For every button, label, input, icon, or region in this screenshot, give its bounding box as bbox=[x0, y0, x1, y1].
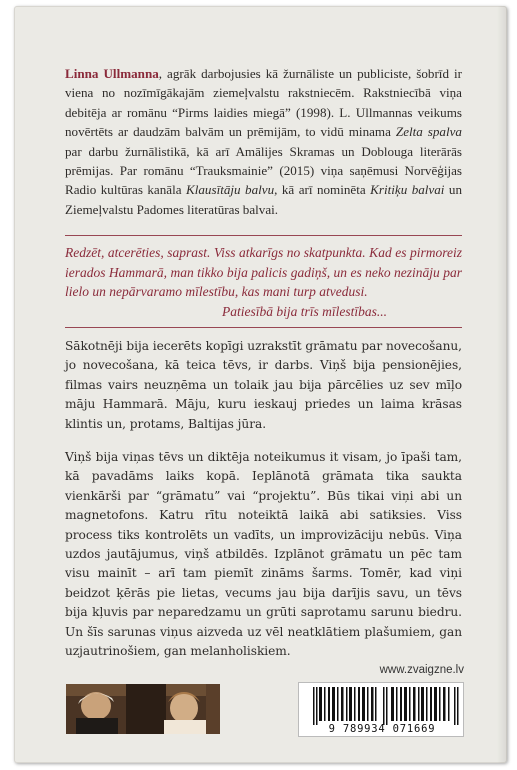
book-quote bbox=[65, 243, 462, 321]
author-photo bbox=[66, 684, 220, 734]
photo-image bbox=[66, 684, 220, 734]
description-paragraph-1: Sākotnēji bija iecerēts kopīgi uzrakstīt grāmatu par novecošanu, jo novecošana, kā teica tēvs, ir darbs. Viņš bija pensionējies, filmas vairs neuzņēma un tolaik jau bija pārcēlies uz sev mīļo māju Hammarā. Māju, kuru ieskauj priedes un laima krāsas klintis un, protams, Baltijas jūra. bbox=[65, 339, 462, 431]
bio-text: par darbu žurnālistikā, kā arī Amālijes Skramas un Doblouga literārās prēmijas. Par romānu “Trauksmainie” (2015) viņa saņēmusi Norvēģijas Radio kultūras kanāla bbox=[65, 143, 462, 198]
divider bbox=[65, 327, 462, 328]
bio-text: , agrāk darbojusies kā žurnāliste un publiciste, šobrīd ir viena no nozīmīgākajām ziemeļvalstu rakstniecēm. Rakstniecībā viņa debitēja ar romānu “Pirms laidies miegā” (1998). L. Ullmannas veikums novērtēts ar daudzām balvām un prēmijām, to vidū minama bbox=[65, 66, 462, 140]
award-name: Zelta spalva bbox=[395, 124, 462, 140]
bio-text: un Ziemeļvalstu Padomes literatūras balvai. bbox=[65, 182, 463, 217]
bio-text: , kā arī nominēta bbox=[274, 182, 371, 198]
award-name: Klausītāju balvu bbox=[186, 182, 275, 198]
barcode-bars bbox=[313, 687, 459, 725]
quote-last-line: Patiesībā bija trīs mīlestības... bbox=[221, 303, 387, 319]
publisher-url: www.zvaigzne.lv bbox=[379, 664, 464, 676]
author-bio bbox=[65, 64, 462, 219]
author-name: Linna Ullmanna bbox=[65, 66, 159, 81]
barcode bbox=[298, 682, 464, 737]
isbn-number: 9 789934 071669 bbox=[328, 723, 436, 735]
quote-text: Redzēt, atcerēties, saprast. Viss atkarīgs no skatpunkta. Kad es pirmoreiz ierados Hammarā, man tikko bija palicis gadiņš, un es neko nezināju par lielo un nepārvaramo mīlestību, kas mani turp atvedusi. bbox=[65, 245, 462, 300]
description-paragraph-2: Viņš bija viņas tēvs un diktēja noteikumus it visam, jo īpaši tam, kā pavadāms laiks kopā. Ieplānotā grāmata tika saukta vienkārši par “grāmatu” vai “projektu”. Būs tikai viņi abi un magnetofons. Katru rītu noteiktā laikā abi satiksies. Viss process tiks kontrolēts un vadīts, un improvizāciju nebūs. Viņa uzdos jautājumus, viņš atbildēs. Izplānot grāmatu un pēc tam visu mainīt – arī tam piemīt zināms šarms. Tomēr, kad viņi beidzot ķērās pie lietas, vecums jau bija darījis savu, un tēvs bija kļuvis par neparedzamu un grūti saprotamu sarunu biedru. Un šīs sarunas viņus aizveda uz vēl neatklātiem plašumiem, gan uzjautrinošiem, gan melanholiskiem. bbox=[65, 450, 462, 659]
award-name: Kritiķu balvai bbox=[370, 182, 445, 198]
divider bbox=[65, 235, 462, 236]
